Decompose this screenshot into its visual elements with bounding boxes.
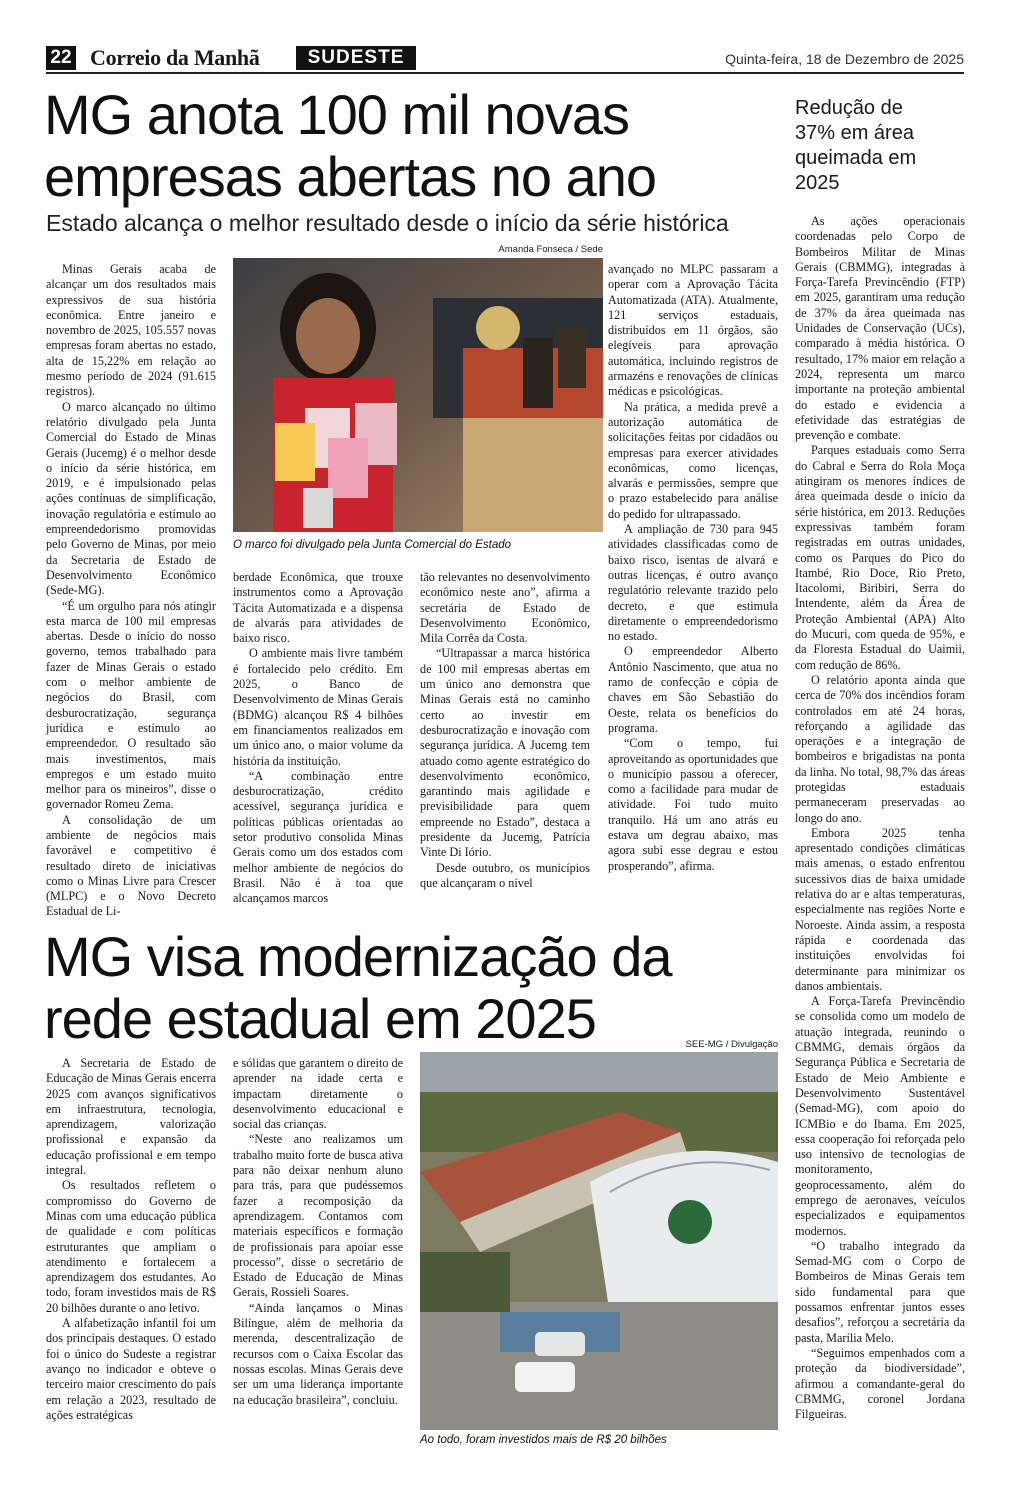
article1-headline — [44, 84, 656, 208]
article2-headline-line2: rede estadual em 2025 — [44, 987, 596, 1050]
paragraph: Desde outubro, os municípios que alcançaram o nível — [420, 860, 590, 890]
paragraph: tão relevantes no desenvolvimento econômico neste ano”, afirma a secretária de Estado de Desenvolvimento Econômico, Mila Corrêa da Costa. — [420, 570, 590, 646]
paragraph: “Neste ano realizamos um trabalho muito forte de busca ativa para não deixar nenhum aluno para trás, para que pudéssemos fazer a recomposição da aprendizagem. Contamos com materiais específicos e formação de profissionais para apoiar esse processo”, disse o secretário de Estado de Educação de Minas Gerais, Rossieli Soares. — [233, 1132, 403, 1300]
paragraph: O ambiente mais livre também é fortalecido pelo crédito. Em 2025, o Banco de Desenvolvimento de Minas Gerais (BDMG) alcançou R$ 4 bilhões em financiamentos realizados em um único ano, o maior volume da história da instituição. — [233, 646, 403, 768]
article2-photo — [420, 1052, 778, 1430]
article2-headline — [44, 926, 672, 1050]
school-aerial-illustration — [420, 1052, 778, 1430]
paragraph: avançado no MLPC passaram a operar com a Aprovação Tácita Automatizada (ATA). Atualmente, 121 serviços estaduais, distribuídos em 11 órgãos, são elegíveis para aprovação automática, incluindo registros de armazéns e renovações de clínicas médicas e psicológicas. — [608, 262, 778, 399]
article1-photo — [233, 258, 603, 532]
article2-photo-caption: Ao todo, foram investidos mais de R$ 20 bilhões — [420, 1434, 667, 1446]
paragraph: Parques estaduais como Serra do Cabral e Serra do Rola Moça atingiram os menores índices de área queimada desde o início da série histórica, em 2013. Reduções expressivas também foram registradas em outras unidades, como os Parques do Pico do Itambé, Rio Doce, Rio Preto, Itacolomi, Biribiri, Serra do Intendente, além da Área de Proteção Ambiental (APA) Alto do Mucuri, com queda de 95%, e da Floresta Estadual do Uaimii, com redução de 86%. — [795, 443, 965, 672]
section-label: SUDESTE — [296, 46, 416, 70]
sidebar-body — [795, 214, 965, 1422]
article2-headline-line1: MG visa modernização da — [44, 925, 672, 988]
woman-holding-cans-illustration — [233, 258, 603, 532]
paragraph: “A combinação entre desburocratização, crédito acessível, segurança jurídica e políticas públicas orientadas ao setor produtivo consolida Minas Gerais como um dos estados com melhor ambiente de negócios do Brasil. Não é à toa que alcançamos marcos — [233, 768, 403, 906]
paragraph: As ações operacionais coordenadas pelo Corpo de Bombeiros Militar de Minas Gerais (CBMMG), integradas à Força-Tarefa Previncêndio (FTP) em 2025, garantiram uma redução de 37% da área queimada nas Unidades de Conservação (UCs), comparado à média histórica. O resultado, 17% maior em relação a 2024, representa um marco importante na proteção ambiental do estado e evidencia a efetividade das estratégias de prevenção e combate. — [795, 214, 965, 443]
article2-column2 — [233, 1056, 403, 1408]
article1-column4 — [608, 262, 778, 874]
sidebar-headline: Redução de 37% em área queimada em 2025 — [795, 97, 917, 194]
paragraph: A Secretaria de Estado de Educação de Minas Gerais encerra 2025 com avanços significativos em infraestrutura, tecnologia, aprendizagem, valorização profissional e expansão da educação profissional e em tempo integral. — [46, 1056, 216, 1178]
paragraph: A ampliação de 730 para 945 atividades classificadas como de baixo risco, isentas de alvará e outras licenças, é outro avanço regulatório relevante trazido pelo decreto, e que estimula diretamente o empreendedorismo no estado. — [608, 522, 778, 644]
paragraph: Minas Gerais acaba de alcançar um dos resultados mais expressivos de sua história econômica. Entre janeiro e novembro de 2025, 105.557 novas empresas foram abertas no estado, alta de 15,22% em relação ao mesmo período de 2024 (91.615 registros). — [46, 262, 216, 399]
paragraph: A Força-Tarefa Previncêndio se consolida como um modelo de atuação integrada, reunindo o CBMMG, demais órgãos da Segurança Pública e Secretaria de Estado de Meio Ambiente e Desenvolvimento Sustentável (Semad-MG), com apoio do ICMBio e do Ibama. Em 2025, essa cooperação foi reforçada pelo uso intensivo de tecnologias de monitoramento, geoprocessamento, além do emprego de aeronaves, veículos especializados e equipamentos modernos. — [795, 994, 965, 1238]
paragraph: berdade Econômica, que trouxe instrumentos como a Aprovação Tácita Automatizada e a dispensa de alvarás para atividades de baixo risco. — [233, 570, 403, 646]
paragraph: e sólidas que garantem o direito de aprender na idade certa e impactam diretamente o desenvolvimento educacional e social das crianças. — [233, 1056, 403, 1132]
article1-photo-credit: Amanda Fonseca / Sede — [498, 244, 603, 255]
article1-subtitle: Estado alcança o melhor resultado desde o início da série histórica — [46, 210, 729, 236]
issue-date: Quinta-feira, 18 de Dezembro de 2025 — [725, 51, 964, 67]
article1-column2 — [233, 570, 403, 907]
article1-column1 — [46, 262, 216, 920]
article1-photo-caption: O marco foi divulgado pela Junta Comercial do Estado — [233, 539, 512, 551]
paragraph: “Seguimos empenhados com a proteção da biodiversidade”, afirmou a comandante-geral do CBMMG, coronel Jordana Filgueiras. — [795, 1345, 965, 1422]
article1-headline-line1: MG anota 100 mil novas — [44, 83, 629, 146]
page-number: 22 — [46, 46, 76, 70]
paragraph: “É um orgulho para nós atingir esta marca de 100 mil empresas abertas. Desde o início do nosso governo, temos trabalhado para fazer de Minas Gerais o estado com o melhor ambiente de negócios do Brasil, com desburocratização, segurança jurídica e estímulo ao empreendedor. O resultado são mais investimentos, mais empregos e um estado muito melhor para os mineiros”, disse o governador Romeu Zema. — [46, 598, 216, 812]
header-rule — [46, 72, 964, 74]
article2-column1 — [46, 1056, 216, 1423]
article2-photo-credit: SEE-MG / Divulgação — [685, 1039, 778, 1050]
paragraph: O marco alcançado no último relatório divulgado pela Junta Comercial do Estado de Minas Gerais (Jucemg) é o melhor desde o início da série histórica, em 2019, e é impulsionado pelas ações contínuas de simplificação, inovação regulatória e estímulo ao empreendedorismo promovidas pelo Governo de Minas, por meio da Secretaria de Estado de Desenvolvimento Econômico (Sede-MG). — [46, 399, 216, 598]
paragraph: O relatório aponta ainda que cerca de 70% dos incêndios foram controlados em até 24 horas, reforçando a agilidade das operações e a integração de bombeiros e brigadistas na ponta da linha. No total, 98,7% das áreas protegidas estaduais permaneceram preservadas ao longo do ano. — [795, 672, 965, 825]
paragraph: “Ainda lançamos o Minas Bilíngue, além de melhoria da merenda, descentralização de recursos com o Caixa Escolar das nossas escolas. Minas Gerais deve ser um uma liderança importante na educação brasileira”, concluiu. — [233, 1300, 403, 1407]
paragraph: A consolidação de um ambiente de negócios mais favorável e competitivo é resultado direto de iniciativas como o Minas Livre para Crescer (MLPC) e o Novo Decreto Estadual de Li- — [46, 812, 216, 919]
paragraph: Na prática, a medida prevê a autorização automática de solicitações feitas por cidadãos ou empresas para exercer atividades econômicas, como licenças, alvarás e permissões, sempre que o prazo estabelecido para análise do pedido for ultrapassado. — [608, 399, 778, 521]
paragraph: “Ultrapassar a marca histórica de 100 mil empresas abertas em um único ano demonstra que Minas Gerais está no caminho certo ao investir em desburocratização e inovação com segurança jurídica. A Jucemg tem atuado como agente estratégico do desenvolvimento econômico, garantindo mais agilidade e previsibilidade para quem empreende no Estado”, destaca a presidente da Jucemg, Patrícia Vinte Di Iório. — [420, 646, 590, 860]
newspaper-name: Correio da Manhã — [90, 45, 260, 70]
paragraph: Os resultados refletem o compromisso do Governo de Minas com uma educação pública de qualidade e com políticas estruturantes que ampliam o atendimento e fortalecem a aprendizagem dos estudantes. Ao todo, foram investidos mais de R$ 20 bilhões durante o ano letivo. — [46, 1178, 216, 1315]
paragraph: “O trabalho integrado da Semad-MG com o Corpo de Bombeiros de Minas Gerais tem sido fundamental para que possamos enfrentar juntos esses desafios”, reforçou a secretária da pasta, Marília Melo. — [795, 1238, 965, 1345]
paragraph: A alfabetização infantil foi um dos principais destaques. O estado foi o único do Sudeste a registrar avanço no indicador e obteve o terceiro maior crescimento do país em relação a 2023, resultado de ações estratégicas — [46, 1316, 216, 1422]
paragraph: Embora 2025 tenha apresentado condições climáticas mais amenas, o estado enfrentou sucessivos dias de baixa umidade relativa do ar e altas temperaturas, especialmente nas regiões Norte e Noroeste. Ainda assim, a resposta rápida e coordenada das instituições envolvidas foi determinante para minimizar os danos ambientais. — [795, 825, 965, 993]
article1-headline-line2: empresas abertas no ano — [44, 145, 657, 208]
article1-column3 — [420, 570, 590, 891]
paragraph: O empreendedor Alberto Antônio Nascimento, que atua no ramo de confecção e cópia de chaves em São Sebastião do Oeste, relata os benefícios do programa. — [608, 644, 778, 735]
paragraph: “Com o tempo, fui aproveitando as oportunidades que o município passou a oferecer, como a facilidade para mudar de atividade. Foi tudo muito tranquilo. Há um ano atrás eu estava um degrau abaixo, mas agora subi esse degrau e estou prosperando”, afirma. — [608, 736, 778, 873]
